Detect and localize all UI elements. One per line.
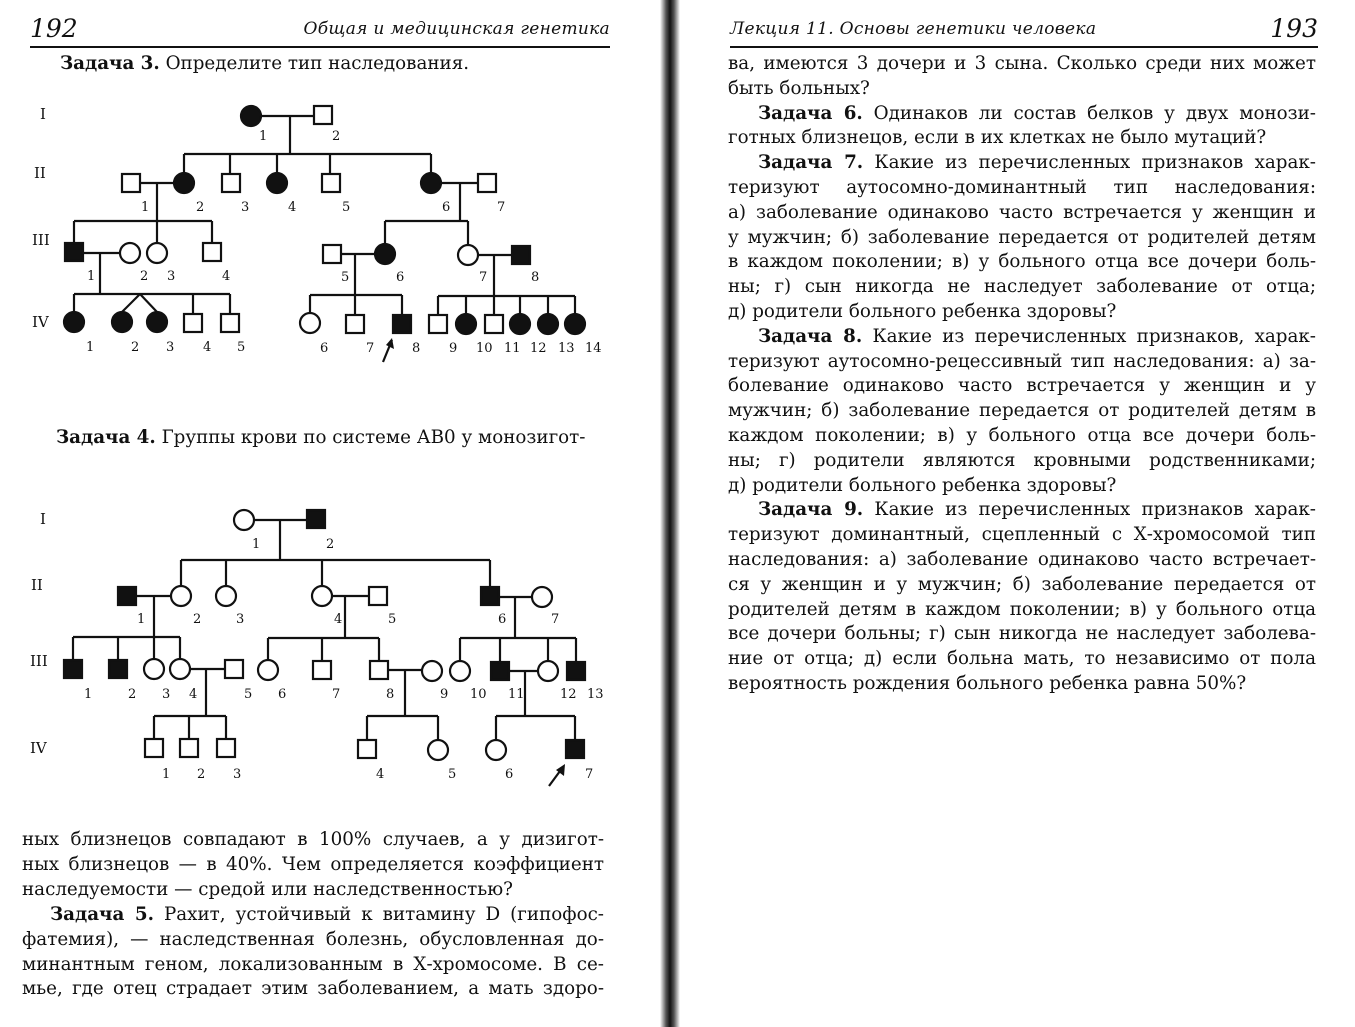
running-title-right: Лекция 11. Основы генетики человека xyxy=(730,19,1097,39)
text-line: ние от отца; д) если больна мать, то независимо от пола xyxy=(728,648,1316,670)
male-healthy-symbol xyxy=(322,174,340,192)
individual-number-label: 2 xyxy=(140,269,149,284)
pedigree2-generation-labels xyxy=(30,510,48,757)
individual-number-label: III xyxy=(30,652,48,670)
individual-number-label: 4 xyxy=(222,269,231,284)
individual-number-label: 13 xyxy=(558,341,575,356)
female-healthy-symbol xyxy=(486,740,506,760)
individual-number-label: 1 xyxy=(84,687,93,702)
pedigree1-gen4 xyxy=(64,312,585,334)
individual-number-label: 12 xyxy=(530,341,547,356)
male-affected-symbol xyxy=(393,315,411,333)
individual-number-label: 4 xyxy=(189,687,198,702)
individual-number-label: 4 xyxy=(334,612,343,627)
text-line: готных близнецов, если в их клетках не было мутаций? xyxy=(728,127,1267,149)
female-healthy-symbol xyxy=(144,659,164,679)
individual-number-label: 8 xyxy=(412,341,421,356)
text-line: д) родители больного ребенка здоровы? xyxy=(728,300,1117,322)
male-affected-symbol xyxy=(567,662,585,680)
individual-number-label: 9 xyxy=(449,341,458,356)
male-healthy-symbol xyxy=(346,315,364,333)
female-affected-symbol xyxy=(64,312,84,332)
female-healthy-symbol xyxy=(450,661,470,681)
text-line: мье, где отец страдает этим заболеванием, а мать здоро- xyxy=(22,978,604,1000)
text-line: ся у женщин и у мужчин; б) заболевание передается от xyxy=(728,573,1316,595)
page-number-left: 192 xyxy=(30,14,78,43)
female-affected-symbol xyxy=(267,173,287,193)
individual-number-label: 1 xyxy=(252,537,261,552)
individual-number-label: 1 xyxy=(86,340,95,355)
individual-number-label: 10 xyxy=(470,687,487,702)
pedigree1-generation-labels xyxy=(32,105,50,331)
male-affected-symbol xyxy=(307,510,325,528)
female-healthy-symbol xyxy=(234,510,254,530)
female-healthy-symbol xyxy=(258,660,278,680)
pedigree-chart-2 xyxy=(0,495,660,795)
individual-number-label: 2 xyxy=(131,340,140,355)
pedigree1-gen1-female-affected xyxy=(241,106,261,126)
right-page-body xyxy=(728,52,1316,697)
female-affected-symbol xyxy=(147,312,167,332)
pedigree2-gen3 xyxy=(64,659,585,681)
male-healthy-symbol xyxy=(485,315,503,333)
individual-number-label: 8 xyxy=(386,687,395,702)
individual-number-label: 11 xyxy=(504,341,521,356)
male-affected-symbol xyxy=(566,740,584,758)
task5-paragraph xyxy=(22,903,604,1002)
female-affected-symbol xyxy=(112,312,132,332)
text-line: болевание одинаково часто встречается у женщин и у xyxy=(728,375,1316,397)
female-affected-symbol xyxy=(174,173,194,193)
male-healthy-symbol xyxy=(225,660,243,678)
individual-number-label: 9 xyxy=(440,687,449,702)
pedigree1-gen-label-3: III xyxy=(32,231,50,249)
female-healthy-symbol xyxy=(312,586,332,606)
individual-number-label: 2 xyxy=(193,612,202,627)
pedigree2-gen2 xyxy=(118,586,552,607)
male-healthy-symbol xyxy=(313,661,331,679)
text-line: наследования: а) заболевание одинаково часто встречает- xyxy=(728,548,1316,570)
male-affected-symbol xyxy=(64,660,82,678)
text-line: каждом поколении; в) у больного отца все дочери боль- xyxy=(728,424,1316,446)
male-healthy-symbol xyxy=(369,587,387,605)
male-healthy-symbol xyxy=(323,245,341,263)
task5-first-line: Рахит, устойчивый к витамину D (гипофос- xyxy=(163,904,604,925)
pedigree2-gen1 xyxy=(234,510,325,560)
task3-text: Определите тип наследования. xyxy=(165,53,470,74)
pedigree1-gen3 xyxy=(65,243,530,265)
running-head-left xyxy=(30,14,610,48)
text-line: д) родители больного ребенка здоровы? xyxy=(728,474,1117,496)
female-affected-symbol xyxy=(565,314,585,334)
female-affected-symbol xyxy=(375,244,395,264)
task4-text: Группы крови по системе АВ0 у монозигот- xyxy=(161,427,586,448)
individual-number-label: 13 xyxy=(587,687,604,702)
male-healthy-symbol xyxy=(180,739,198,757)
pedigree2-gen4 xyxy=(145,739,584,760)
male-healthy-symbol xyxy=(221,314,239,332)
female-healthy-symbol xyxy=(538,661,558,681)
individual-number-label: IV xyxy=(30,739,47,757)
task8-heading: Задача 8. xyxy=(758,325,863,347)
running-head-right xyxy=(730,14,1318,48)
individual-number-label: 6 xyxy=(498,612,507,627)
text-line: ны; г) родители являются кровными родственниками; xyxy=(728,449,1316,471)
task5-heading: Задача 5. xyxy=(50,904,154,925)
individual-number-label: 6 xyxy=(505,767,514,782)
female-healthy-symbol xyxy=(422,661,442,681)
task7-first-line: Какие из перечисленных признаков харак- xyxy=(874,152,1316,174)
task7-heading: Задача 7. xyxy=(758,152,864,174)
individual-number-label: 1 xyxy=(259,129,268,144)
male-healthy-symbol xyxy=(370,661,388,679)
individual-number-label: 1 xyxy=(137,612,146,627)
pedigree2-proband-arrow xyxy=(549,764,565,786)
individual-number-label: 5 xyxy=(244,687,253,702)
task4-continuation xyxy=(22,828,604,902)
text-line: все дочери больны; г) сын никогда не наследует заболева- xyxy=(728,623,1316,645)
individual-number-label: 6 xyxy=(396,270,405,285)
pedigree-connector-line xyxy=(122,294,140,312)
text-line: а) заболевание одинаково часто встречается у женщин и xyxy=(728,201,1316,223)
pedigree-connector-line xyxy=(140,294,157,312)
task3-paragraph xyxy=(60,52,620,77)
individual-number-label: 4 xyxy=(203,340,212,355)
individual-number-label: 10 xyxy=(476,341,493,356)
individual-number-label: 2 xyxy=(326,537,335,552)
task8-first-line: Какие из перечисленных признаков, харак- xyxy=(872,325,1316,347)
pedigree-chart-1 xyxy=(0,90,660,380)
text-line: быть больных? xyxy=(728,77,870,99)
female-healthy-symbol xyxy=(147,243,167,263)
individual-number-label: 6 xyxy=(320,341,329,356)
individual-number-label: 5 xyxy=(342,200,351,215)
pedigree1-proband-arrow xyxy=(383,338,394,362)
individual-number-label: 7 xyxy=(479,270,488,285)
individual-number-label: 14 xyxy=(585,341,602,356)
text-line: в каждом поколении; в) у больного отца все дочери боль- xyxy=(728,251,1316,273)
right-page xyxy=(680,0,1355,1027)
individual-number-label: 3 xyxy=(167,269,176,284)
pedigree1-gen1-male-healthy xyxy=(314,106,332,124)
individual-number-label: 5 xyxy=(341,270,350,285)
text-line: вероятность рождения больного ребенка равна 50%? xyxy=(728,672,1247,694)
text-line: наследуемости — средой или наследственностью? xyxy=(22,878,513,900)
individual-number-label: 3 xyxy=(241,200,250,215)
individual-number-label: 5 xyxy=(237,340,246,355)
running-title-left: Общая и медицинская генетика xyxy=(303,19,610,39)
text-line: фатемия), — наследственная болезнь, обусловленная до- xyxy=(22,928,604,950)
pedigree1-gen1 xyxy=(241,106,332,154)
male-affected-symbol xyxy=(491,662,509,680)
left-page xyxy=(0,0,660,1027)
text-line: ва, имеются 3 дочери и 3 сына. Сколько среди них может xyxy=(728,53,1316,74)
text-line xyxy=(22,903,604,928)
female-healthy-symbol xyxy=(428,740,448,760)
male-healthy-symbol xyxy=(358,740,376,758)
text-line: минантным геном, локализованным в Х-хромосоме. В се- xyxy=(22,953,604,975)
individual-number-label: 7 xyxy=(497,200,506,215)
pedigree1-gen-label-4: IV xyxy=(32,313,49,331)
task4-paragraph xyxy=(56,426,616,451)
female-healthy-symbol xyxy=(216,586,236,606)
book-gutter xyxy=(660,0,680,1027)
female-healthy-symbol xyxy=(532,587,552,607)
female-healthy-symbol xyxy=(300,313,320,333)
individual-number-label: 1 xyxy=(162,767,171,782)
page-number-right: 193 xyxy=(1270,14,1318,43)
male-affected-symbol xyxy=(512,246,530,264)
male-healthy-symbol xyxy=(429,315,447,333)
text-line xyxy=(728,325,1316,350)
male-healthy-symbol xyxy=(145,739,163,757)
individual-number-label: 7 xyxy=(366,341,375,356)
pedigree1-gen-label-1: I xyxy=(40,105,46,123)
text-line: теризуют аутосомно-доминантный тип наследования: xyxy=(728,176,1316,198)
male-affected-symbol xyxy=(65,243,83,261)
individual-number-label: 4 xyxy=(376,767,385,782)
male-affected-symbol xyxy=(481,587,499,605)
individual-number-label: 4 xyxy=(288,200,297,215)
text-line: теризуют доминантный, сцепленный с Х-хромосомой тип xyxy=(728,524,1316,546)
female-healthy-symbol xyxy=(120,243,140,263)
individual-number-label: 11 xyxy=(508,687,525,702)
male-healthy-symbol xyxy=(217,739,235,757)
task3-heading: Задача 3. xyxy=(60,53,160,74)
individual-number-label: 2 xyxy=(128,687,137,702)
individual-number-label: 5 xyxy=(388,612,397,627)
text-line xyxy=(728,498,1316,523)
text-line: мужчин; б) заболевание передается от родителей детям в xyxy=(728,400,1316,422)
male-healthy-symbol xyxy=(222,174,240,192)
male-affected-symbol xyxy=(118,587,136,605)
female-affected-symbol xyxy=(538,314,558,334)
task6-heading: Задача 6. xyxy=(758,102,863,124)
text-line: ны; г) сын никогда не наследует заболевание от отца; xyxy=(728,276,1316,298)
individual-number-label: 3 xyxy=(162,687,171,702)
individual-number-label: 6 xyxy=(278,687,287,702)
individual-number-label: 7 xyxy=(585,767,594,782)
male-healthy-symbol xyxy=(478,174,496,192)
task9-heading: Задача 9. xyxy=(758,499,864,521)
individual-number-label: II xyxy=(31,576,43,594)
male-healthy-symbol xyxy=(203,243,221,261)
male-healthy-symbol xyxy=(122,174,140,192)
individual-number-label: 12 xyxy=(560,687,577,702)
individual-number-label: 7 xyxy=(332,687,341,702)
female-affected-symbol xyxy=(421,173,441,193)
pedigree1-gen-label-2: II xyxy=(34,164,46,182)
male-healthy-symbol xyxy=(184,314,202,332)
text-line: у мужчин; б) заболевание передается от родителей детям xyxy=(728,226,1316,248)
individual-number-label: 5 xyxy=(448,767,457,782)
task4-heading: Задача 4. xyxy=(56,427,156,448)
text-line: ных близнецов — в 40%. Чем определяется коэффициент xyxy=(22,853,604,875)
female-affected-symbol xyxy=(456,314,476,334)
individual-number-label: 1 xyxy=(141,200,150,215)
female-healthy-symbol xyxy=(171,586,191,606)
text-line xyxy=(728,151,1316,176)
text-line: теризуют аутосомно-рецессивный тип наследования: а) за- xyxy=(728,350,1316,372)
text-line: ных близнецов совпадают в 100% случаев, а у дизигот- xyxy=(22,829,604,850)
individual-number-label: 3 xyxy=(166,340,175,355)
pedigree1-gen2 xyxy=(122,173,496,193)
individual-number-label: 7 xyxy=(551,612,560,627)
task9-first-line: Какие из перечисленных признаков харак- xyxy=(874,499,1316,521)
individual-number-label: 2 xyxy=(196,200,205,215)
individual-number-label: 2 xyxy=(197,767,206,782)
female-affected-symbol xyxy=(510,314,530,334)
female-healthy-symbol xyxy=(458,245,478,265)
individual-number-label: 1 xyxy=(87,269,96,284)
task6-first-line: Одинаков ли состав белков у двух монози- xyxy=(873,102,1316,124)
individual-number-label: 6 xyxy=(442,200,451,215)
individual-number-label: I xyxy=(40,510,46,528)
individual-number-label: 8 xyxy=(531,270,540,285)
text-line: родителей детям в каждом поколении; в) у больного отца xyxy=(728,598,1316,620)
text-line xyxy=(728,102,1316,127)
individual-number-label: 3 xyxy=(233,767,242,782)
individual-number-label: 2 xyxy=(332,129,341,144)
female-healthy-symbol xyxy=(170,659,190,679)
male-affected-symbol xyxy=(109,660,127,678)
individual-number-label: 3 xyxy=(236,612,245,627)
